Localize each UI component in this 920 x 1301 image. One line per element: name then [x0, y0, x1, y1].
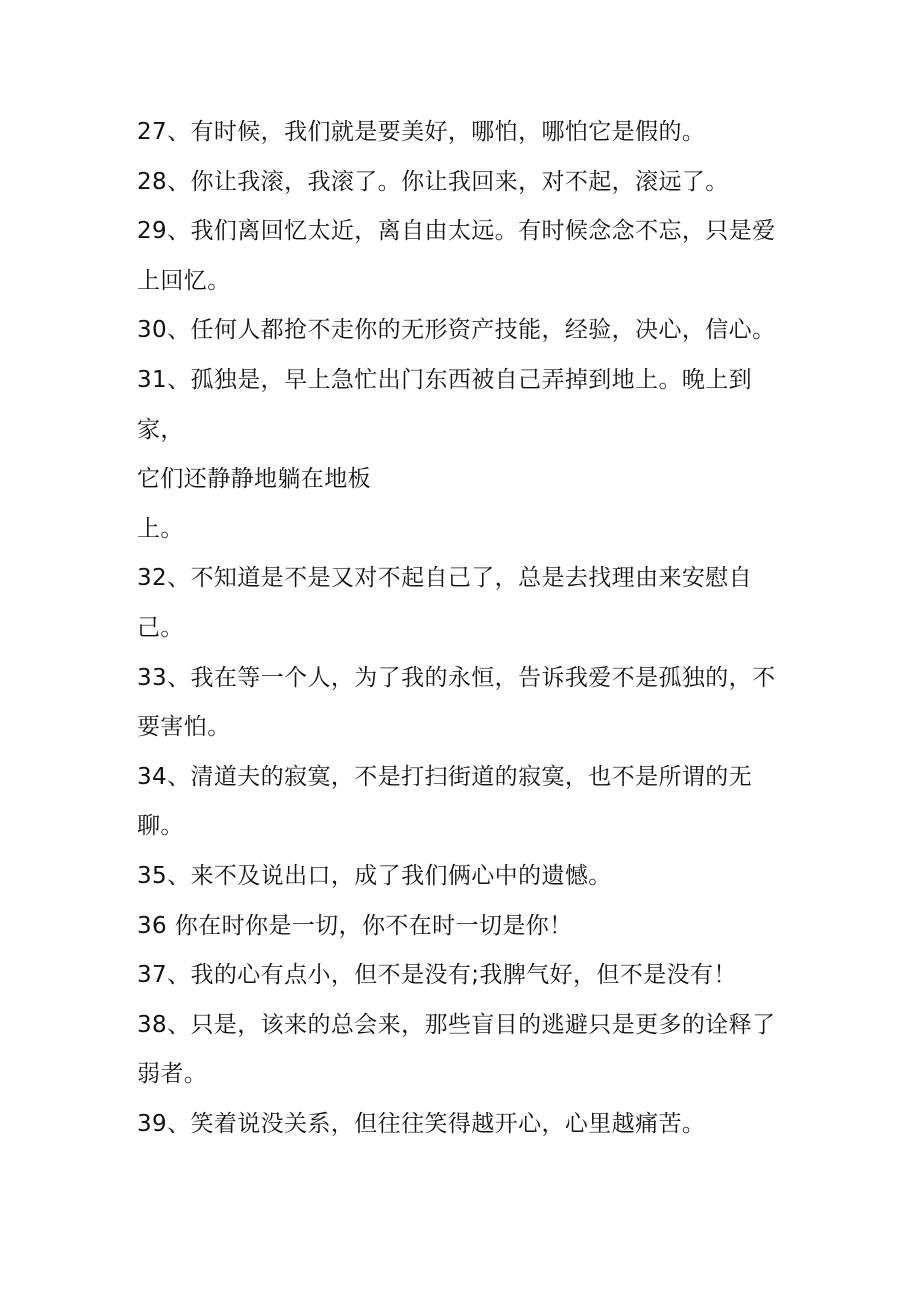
text-line: 32、不知道是不是又对不起自己了，总是去找理由来安慰自 [137, 565, 753, 592]
text-line: 它们还静静地躺在地板 [137, 466, 371, 493]
text-line: 上回忆。 [137, 267, 231, 294]
text-line: 36 你在时你是一切，你不在时一切是你！ [137, 912, 573, 939]
quote-list [137, 108, 787, 1149]
text-line: 35、来不及说出口，成了我们俩心中的遗憾。 [137, 862, 612, 889]
text-line: 家， [137, 416, 184, 443]
text-line: 要害怕。 [137, 714, 231, 741]
text-line: 上。 [137, 515, 184, 542]
text-line: 34、清道夫的寂寞，不是打扫街道的寂寞，也不是所谓的无 [137, 763, 753, 790]
text-line: 27、有时候，我们就是要美好，哪怕，哪怕它是假的。 [137, 119, 706, 145]
text-line: 28、你让我滚，我滚了。你让我回来，对不起，滚远了。 [137, 168, 729, 195]
text-line: 37、我的心有点小，但不是没有;我脾气好，但不是没有！ [137, 962, 737, 989]
text-line: 30、任何人都抢不走你的无形资产技能，经验，决心，信心。 [137, 317, 776, 344]
text-line: 33、我在等一个人，为了我的永恒，告诉我爱不是孤独的，不 [137, 664, 776, 691]
text-line: 29、我们离回忆太近，离自由太远。有时候念念不忘，只是爱 [137, 218, 776, 245]
text-line: 弱者。 [137, 1061, 208, 1088]
text-line: 39、笑着说没关系，但往往笑得越开心，心里越痛苦。 [137, 1110, 706, 1137]
text-line: 31、孤独是，早上急忙出门东西被自己弄掉到地上。晚上到 [137, 366, 753, 393]
text-line: 聊。 [137, 813, 184, 840]
text-line: 己。 [137, 614, 184, 641]
text-line: 38、只是，该来的总会来，那些盲目的逃避只是更多的诠释了 [137, 1011, 776, 1038]
